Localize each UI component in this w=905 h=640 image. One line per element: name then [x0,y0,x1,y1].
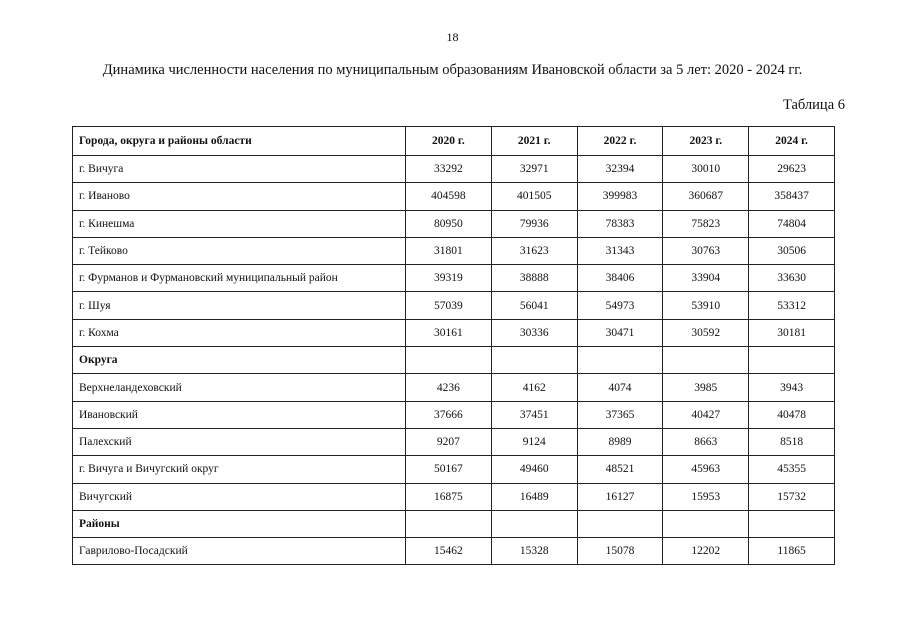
population-value: 4236 [406,374,492,401]
population-value: 45355 [749,456,835,483]
empty-cell [491,510,577,537]
table-row [73,401,835,428]
population-value: 360687 [663,183,749,210]
population-value: 399983 [577,183,663,210]
header-year-2022: 2022 г. [577,127,663,156]
population-value: 30010 [663,156,749,183]
population-value: 38888 [491,265,577,292]
population-value: 75823 [663,210,749,237]
empty-cell [749,510,835,537]
population-value: 3985 [663,374,749,401]
population-value: 53312 [749,292,835,319]
population-value: 30336 [491,319,577,346]
population-value: 54973 [577,292,663,319]
population-value: 33292 [406,156,492,183]
empty-cell [577,347,663,374]
population-value: 50167 [406,456,492,483]
population-value: 39319 [406,265,492,292]
table-caption: Таблица 6 [782,97,845,113]
municipality-name: г. Кинешма [73,210,406,237]
table-row [73,237,835,264]
population-value: 4074 [577,374,663,401]
municipality-name: г. Фурманов и Фурмановский муниципальный район [73,265,406,292]
population-value: 30763 [663,237,749,264]
population-value: 38406 [577,265,663,292]
population-value: 15328 [491,538,577,565]
population-value: 29623 [749,156,835,183]
table-row [73,156,835,183]
municipality-name: Палехский [73,428,406,455]
table-row [73,292,835,319]
section-title: Округа [73,347,406,374]
population-value: 37365 [577,401,663,428]
population-value: 401505 [491,183,577,210]
population-value: 16875 [406,483,492,510]
section-row [73,510,835,537]
population-value: 30506 [749,237,835,264]
empty-cell [491,347,577,374]
population-value: 40478 [749,401,835,428]
header-municipality: Города, округа и районы области [73,127,406,156]
empty-cell [406,347,492,374]
page-number: 18 [446,30,459,44]
population-value: 53910 [663,292,749,319]
population-value: 8518 [749,428,835,455]
municipality-name: Верхнеландеховский [73,374,406,401]
population-value: 15078 [577,538,663,565]
population-value: 78383 [577,210,663,237]
header-year-2024: 2024 г. [749,127,835,156]
empty-cell [749,347,835,374]
section-title: Районы [73,510,406,537]
population-value: 40427 [663,401,749,428]
population-value: 9207 [406,428,492,455]
population-value: 33630 [749,265,835,292]
population-value: 32394 [577,156,663,183]
population-value: 16489 [491,483,577,510]
population-value: 33904 [663,265,749,292]
header-year-2021: 2021 г. [491,127,577,156]
municipality-name: г. Вичуга [73,156,406,183]
empty-cell [406,510,492,537]
population-value: 49460 [491,456,577,483]
population-value: 30592 [663,319,749,346]
empty-cell [663,510,749,537]
header-year-2023: 2023 г. [663,127,749,156]
municipality-name: Вичугский [73,483,406,510]
population-value: 30181 [749,319,835,346]
table-header-row [73,127,835,156]
table-row [73,265,835,292]
population-value: 31343 [577,237,663,264]
population-value: 30161 [406,319,492,346]
population-value: 30471 [577,319,663,346]
document-title: Динамика численности населения по муниципальным образованиям Ивановской области за 5 лет: 2020 - 2024 гг. [102,62,803,78]
population-value: 48521 [577,456,663,483]
population-value: 45963 [663,456,749,483]
table-row [73,319,835,346]
municipality-name: г. Кохма [73,319,406,346]
municipality-name: г. Шуя [73,292,406,319]
population-value: 15953 [663,483,749,510]
population-value: 37451 [491,401,577,428]
population-value: 74804 [749,210,835,237]
population-value: 15462 [406,538,492,565]
table-row [73,210,835,237]
population-value: 3943 [749,374,835,401]
population-value: 57039 [406,292,492,319]
population-value: 4162 [491,374,577,401]
population-value: 8663 [663,428,749,455]
population-value: 37666 [406,401,492,428]
population-value: 404598 [406,183,492,210]
section-row [73,347,835,374]
population-value: 32971 [491,156,577,183]
municipality-name: Гаврилово-Посадский [73,538,406,565]
empty-cell [663,347,749,374]
population-value: 15732 [749,483,835,510]
table-row [73,538,835,565]
municipality-name: Ивановский [73,401,406,428]
municipality-name: г. Тейково [73,237,406,264]
table-row [73,456,835,483]
population-value: 16127 [577,483,663,510]
municipality-name: г. Вичуга и Вичугский округ [73,456,406,483]
table-row [73,428,835,455]
empty-cell [577,510,663,537]
population-value: 12202 [663,538,749,565]
population-value: 8989 [577,428,663,455]
table-body [73,156,835,565]
population-value: 358437 [749,183,835,210]
population-value: 31623 [491,237,577,264]
population-value: 79936 [491,210,577,237]
table-row [73,374,835,401]
population-value: 80950 [406,210,492,237]
population-table [72,126,835,565]
population-value: 11865 [749,538,835,565]
population-value: 9124 [491,428,577,455]
population-value: 31801 [406,237,492,264]
table-row [73,183,835,210]
table-row [73,483,835,510]
header-year-2020: 2020 г. [406,127,492,156]
population-value: 56041 [491,292,577,319]
municipality-name: г. Иваново [73,183,406,210]
